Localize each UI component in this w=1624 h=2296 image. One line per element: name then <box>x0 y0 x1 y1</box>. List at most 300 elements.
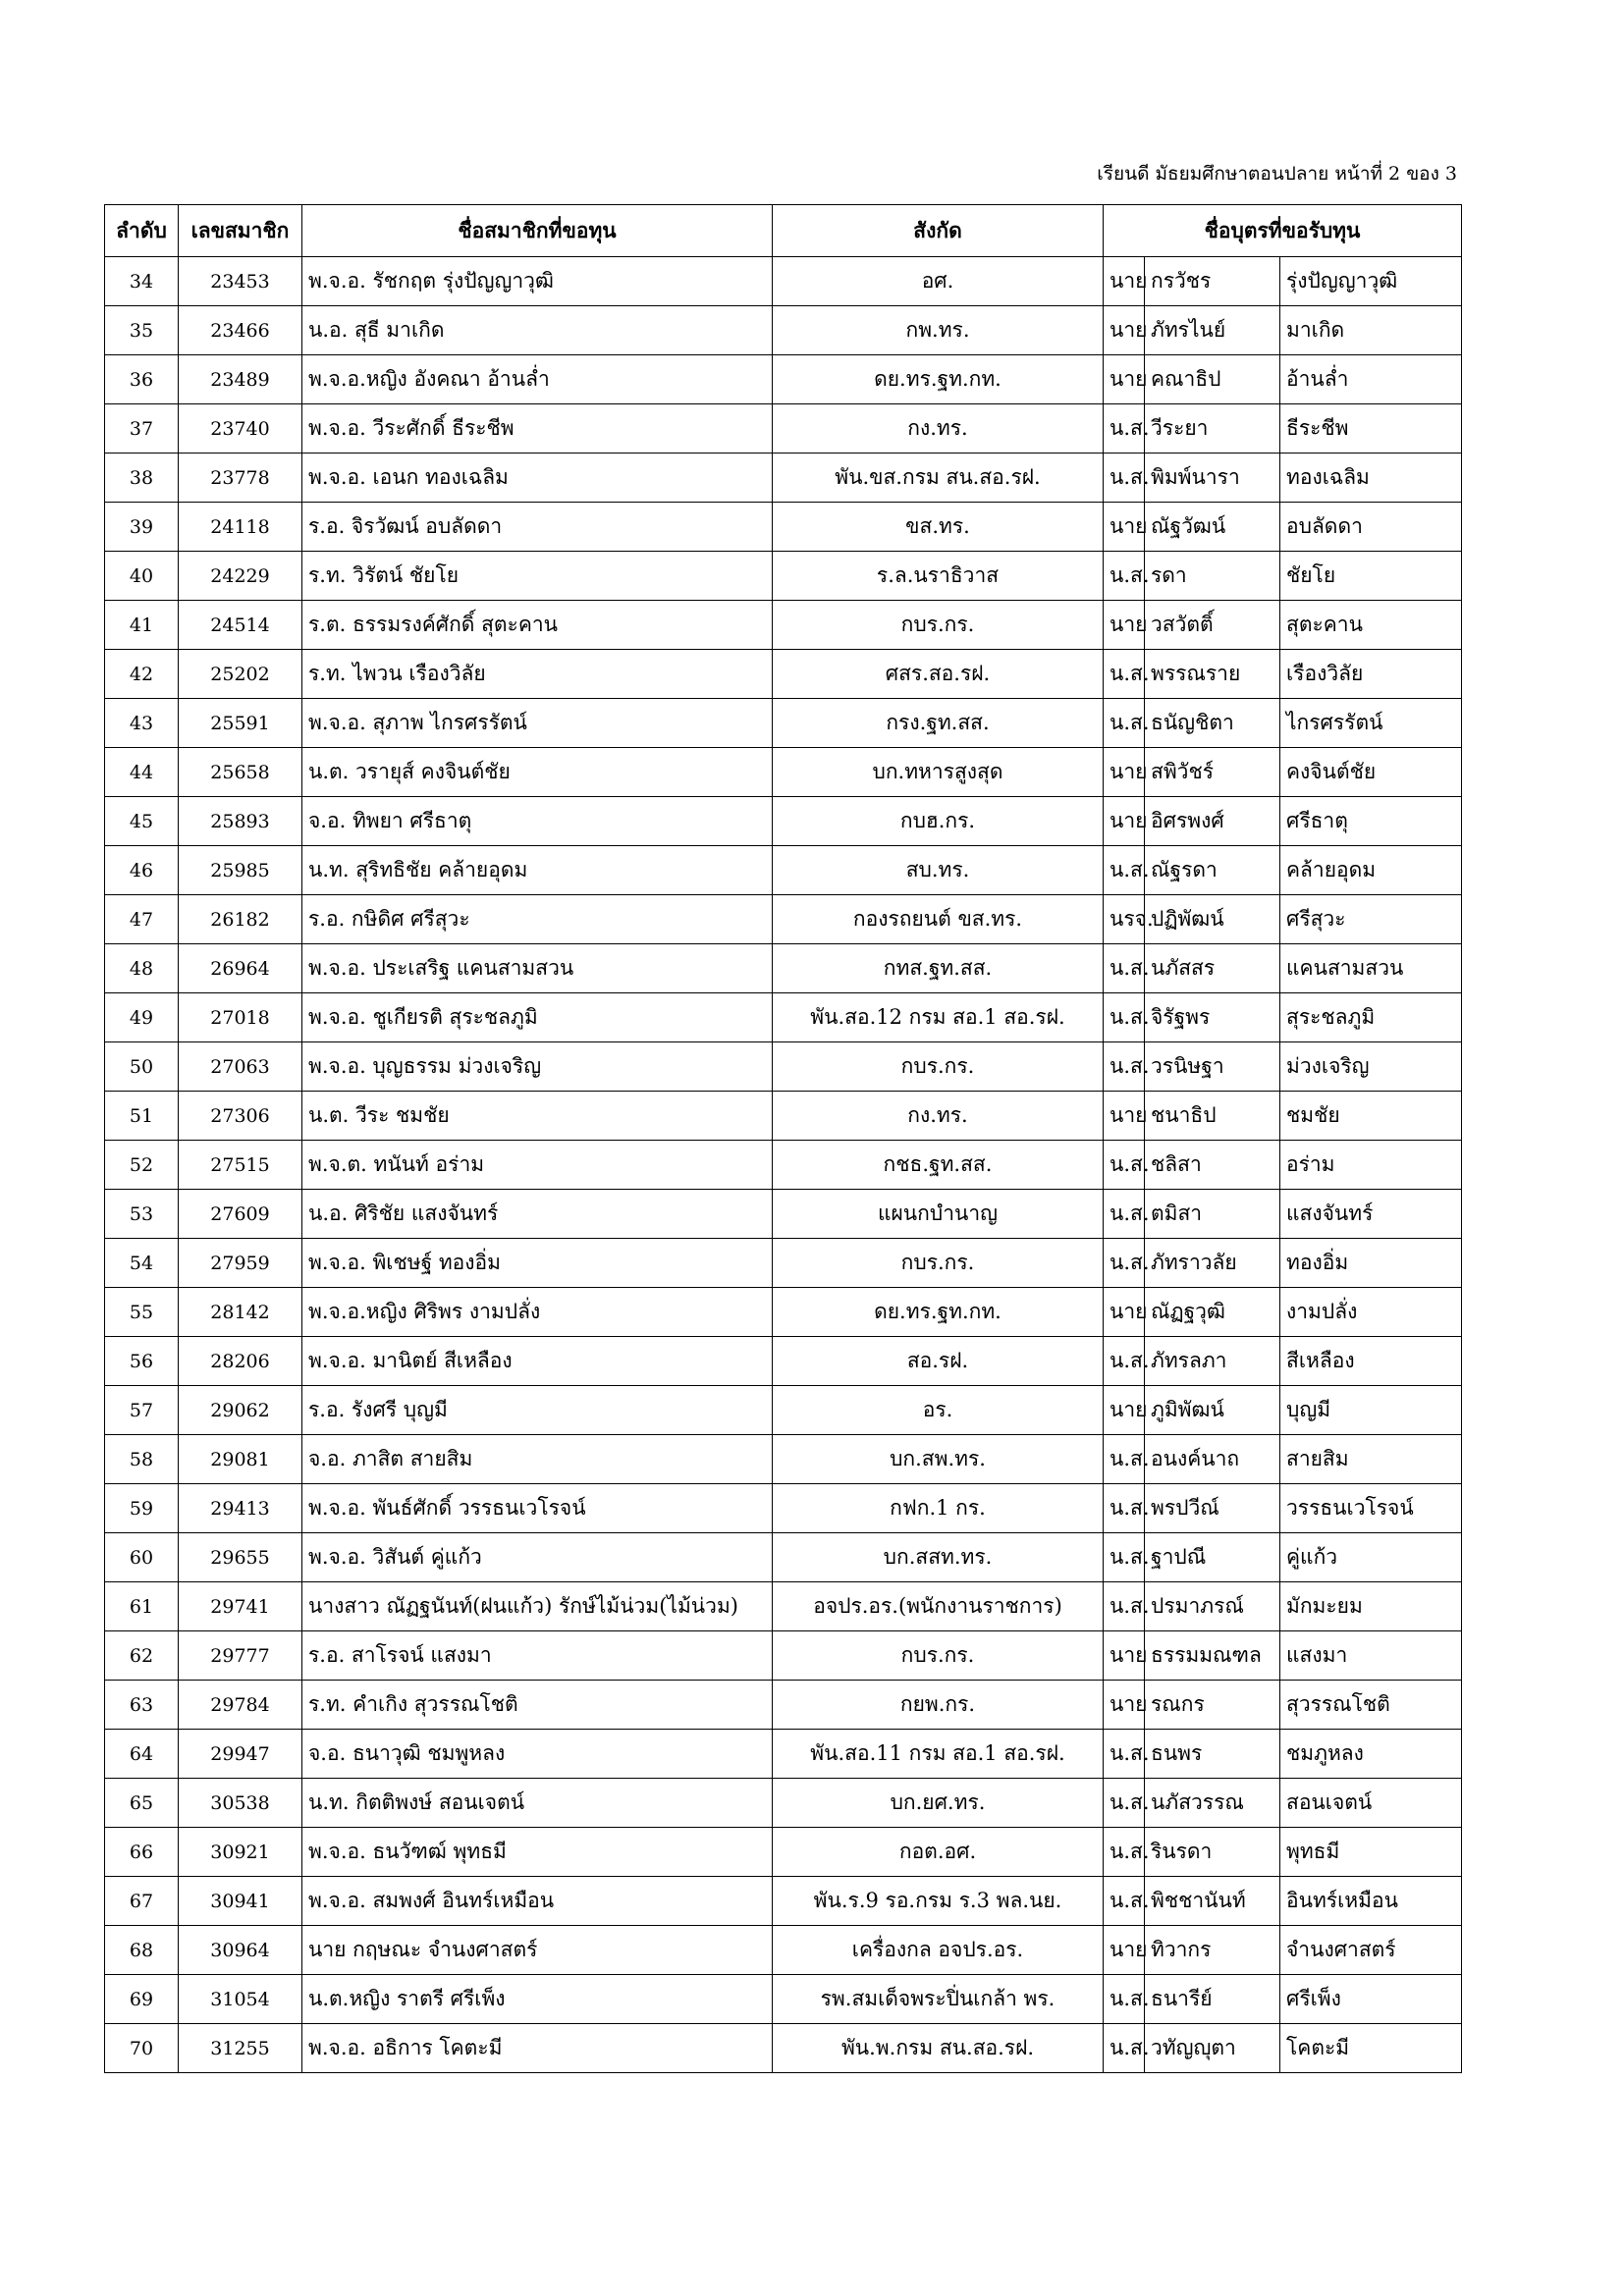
table-row <box>105 1533 1462 1582</box>
cell-child-title: น.ส. <box>1104 454 1145 503</box>
cell-child-title: นาย <box>1104 748 1145 797</box>
cell-seq: 50 <box>105 1042 179 1092</box>
cell-member-name: น.ต. วรายุส์ คงจินต์ชัย <box>302 748 773 797</box>
cell-child-title: น.ส. <box>1104 650 1145 699</box>
table-row <box>105 1042 1462 1092</box>
cell-member-name: พ.จ.อ. อธิการ โคตะมี <box>302 2024 773 2073</box>
cell-member-name: พ.จ.ต. ทนันท์ อร่าม <box>302 1141 773 1190</box>
cell-unit: สบ.ทร. <box>773 846 1104 895</box>
cell-member-name: น.ท. กิตติพงษ์ สอนเจตน์ <box>302 1779 773 1828</box>
cell-child-first-name: ธนารีย์ <box>1145 1975 1280 2024</box>
cell-child-title: นาย <box>1104 503 1145 552</box>
cell-unit: กพ.ทร. <box>773 306 1104 355</box>
cell-unit: กรง.ฐท.สส. <box>773 699 1104 748</box>
table-row <box>105 1141 1462 1190</box>
cell-child-title: น.ส. <box>1104 1877 1145 1926</box>
cell-child-first-name: คณาธิป <box>1145 355 1280 404</box>
cell-child-first-name: อิศรพงศ์ <box>1145 797 1280 846</box>
cell-unit: พัน.พ.กรม สน.สอ.รฝ. <box>773 2024 1104 2073</box>
cell-member-no: 30964 <box>179 1926 302 1975</box>
cell-child-title: นาย <box>1104 257 1145 306</box>
cell-member-name: พ.จ.อ. ชูเกียรติ สุระชลภูมิ <box>302 993 773 1042</box>
cell-child-title: น.ส. <box>1104 1484 1145 1533</box>
table-row <box>105 1239 1462 1288</box>
cell-child-first-name: ภัทราวลัย <box>1145 1239 1280 1288</box>
cell-member-no: 26964 <box>179 944 302 993</box>
header-member-no: เลขสมาชิก <box>179 205 302 257</box>
cell-member-name: ร.ท. วิรัตน์ ชัยโย <box>302 552 773 601</box>
cell-member-no: 26182 <box>179 895 302 944</box>
cell-child-title: น.ส. <box>1104 1435 1145 1484</box>
cell-child-first-name: วีระยา <box>1145 404 1280 454</box>
cell-child-first-name: รณกร <box>1145 1681 1280 1730</box>
cell-member-no: 30538 <box>179 1779 302 1828</box>
table-row <box>105 601 1462 650</box>
cell-child-last-name: ชมชัย <box>1280 1092 1462 1141</box>
page-header-note: เรียนดี มัธยมศึกษาตอนปลาย หน้าที่ 2 ของ 3 <box>1097 163 1457 185</box>
cell-unit: ดย.ทร.ฐท.กท. <box>773 355 1104 404</box>
cell-child-first-name: อนงค์นาถ <box>1145 1435 1280 1484</box>
cell-member-name: นาย กฤษณะ จำนงศาสตร์ <box>302 1926 773 1975</box>
cell-member-no: 30921 <box>179 1828 302 1877</box>
cell-child-last-name: จำนงศาสตร์ <box>1280 1926 1462 1975</box>
cell-child-title: น.ส. <box>1104 1828 1145 1877</box>
cell-unit: กบร.กร. <box>773 601 1104 650</box>
cell-child-last-name: สีเหลือง <box>1280 1337 1462 1386</box>
cell-member-name: พ.จ.อ. ธนวัฑฒ์ พุทธมี <box>302 1828 773 1877</box>
cell-child-first-name: ทิวากร <box>1145 1926 1280 1975</box>
cell-member-name: ร.ท. คำเกิง สุวรรณโชติ <box>302 1681 773 1730</box>
cell-child-last-name: งามปลั่ง <box>1280 1288 1462 1337</box>
cell-member-no: 25658 <box>179 748 302 797</box>
cell-seq: 38 <box>105 454 179 503</box>
table-row <box>105 306 1462 355</box>
table-row <box>105 699 1462 748</box>
header-seq: ลำดับ <box>105 205 179 257</box>
cell-child-title: น.ส. <box>1104 552 1145 601</box>
cell-child-title: นาย <box>1104 797 1145 846</box>
cell-member-name: ร.อ. กษิดิศ ศรีสุวะ <box>302 895 773 944</box>
cell-unit: อศ. <box>773 257 1104 306</box>
cell-unit: บก.ทหารสูงสุด <box>773 748 1104 797</box>
cell-unit: ร.ล.นราธิวาส <box>773 552 1104 601</box>
cell-unit: กองรถยนต์ ขส.ทร. <box>773 895 1104 944</box>
table-row <box>105 503 1462 552</box>
table-row <box>105 1730 1462 1779</box>
cell-seq: 43 <box>105 699 179 748</box>
cell-child-last-name: สุระชลภูมิ <box>1280 993 1462 1042</box>
cell-member-no: 23740 <box>179 404 302 454</box>
cell-unit: พัน.สอ.11 กรม สอ.1 สอ.รฝ. <box>773 1730 1104 1779</box>
cell-member-no: 24229 <box>179 552 302 601</box>
cell-member-no: 27515 <box>179 1141 302 1190</box>
cell-child-title: น.ส. <box>1104 1730 1145 1779</box>
cell-child-last-name: แสงจันทร์ <box>1280 1190 1462 1239</box>
cell-member-name: น.อ. สุธี มาเกิด <box>302 306 773 355</box>
cell-member-no: 31054 <box>179 1975 302 2024</box>
cell-seq: 62 <box>105 1631 179 1681</box>
cell-child-title: น.ส. <box>1104 1337 1145 1386</box>
cell-child-title: นาย <box>1104 1386 1145 1435</box>
cell-member-no: 29655 <box>179 1533 302 1582</box>
cell-unit: กชธ.ฐท.สส. <box>773 1141 1104 1190</box>
cell-member-name: พ.จ.อ.หญิง ศิริพร งามปลั่ง <box>302 1288 773 1337</box>
cell-child-title: น.ส. <box>1104 2024 1145 2073</box>
cell-child-last-name: คู่แก้ว <box>1280 1533 1462 1582</box>
cell-seq: 60 <box>105 1533 179 1582</box>
cell-child-title: น.ส. <box>1104 1141 1145 1190</box>
cell-member-no: 30941 <box>179 1877 302 1926</box>
cell-member-name: พ.จ.อ. วิสันต์ คู่แก้ว <box>302 1533 773 1582</box>
cell-child-first-name: พิมพ์นารา <box>1145 454 1280 503</box>
cell-child-first-name: ตมิสา <box>1145 1190 1280 1239</box>
cell-child-title: นาย <box>1104 1681 1145 1730</box>
cell-seq: 47 <box>105 895 179 944</box>
table-row <box>105 846 1462 895</box>
cell-child-last-name: พุทธมี <box>1280 1828 1462 1877</box>
cell-seq: 39 <box>105 503 179 552</box>
cell-member-name: พ.จ.อ. พิเชษฐ์ ทองอิ่ม <box>302 1239 773 1288</box>
cell-child-last-name: สุตะคาน <box>1280 601 1462 650</box>
cell-member-no: 29777 <box>179 1631 302 1681</box>
cell-child-title: น.ส. <box>1104 1582 1145 1631</box>
cell-member-name: พ.จ.อ. บุญธรรม ม่วงเจริญ <box>302 1042 773 1092</box>
table-row <box>105 1975 1462 2024</box>
cell-unit: กง.ทร. <box>773 404 1104 454</box>
header-member-name: ชื่อสมาชิกที่ขอทุน <box>302 205 773 257</box>
cell-seq: 58 <box>105 1435 179 1484</box>
cell-member-name: พ.จ.อ. สุภาพ ไกรศรรัตน์ <box>302 699 773 748</box>
cell-seq: 53 <box>105 1190 179 1239</box>
cell-seq: 34 <box>105 257 179 306</box>
cell-child-first-name: ธนัญชิตา <box>1145 699 1280 748</box>
cell-child-last-name: บุญมี <box>1280 1386 1462 1435</box>
cell-member-name: ร.ต. ธรรมรงค์ศักดิ์ สุตะคาน <box>302 601 773 650</box>
cell-child-first-name: วทัญญุตา <box>1145 2024 1280 2073</box>
cell-child-title: นาย <box>1104 1288 1145 1337</box>
cell-member-no: 23778 <box>179 454 302 503</box>
cell-child-last-name: อินทร์เหมือน <box>1280 1877 1462 1926</box>
cell-seq: 68 <box>105 1926 179 1975</box>
cell-child-title: น.ส. <box>1104 404 1145 454</box>
cell-unit: กบร.กร. <box>773 1239 1104 1288</box>
cell-seq: 67 <box>105 1877 179 1926</box>
cell-child-title: น.ส. <box>1104 846 1145 895</box>
cell-member-no: 29062 <box>179 1386 302 1435</box>
cell-child-title: นาย <box>1104 355 1145 404</box>
cell-child-first-name: รดา <box>1145 552 1280 601</box>
cell-member-name: พ.จ.อ. สมพงศ์ อินทร์เหมือน <box>302 1877 773 1926</box>
table-header-row <box>105 205 1462 257</box>
cell-child-first-name: ปรมาภรณ์ <box>1145 1582 1280 1631</box>
cell-child-title: น.ส. <box>1104 699 1145 748</box>
table-row <box>105 257 1462 306</box>
cell-child-first-name: ชลิสา <box>1145 1141 1280 1190</box>
cell-child-last-name: ชัยโย <box>1280 552 1462 601</box>
cell-child-title: นาย <box>1104 306 1145 355</box>
cell-child-last-name: รุ่งปัญญาวุฒิ <box>1280 257 1462 306</box>
cell-child-title: น.ส. <box>1104 1779 1145 1828</box>
cell-member-name: พ.จ.อ. เอนก ทองเฉลิม <box>302 454 773 503</box>
cell-child-first-name: จิรัฐพร <box>1145 993 1280 1042</box>
table-row <box>105 797 1462 846</box>
cell-seq: 51 <box>105 1092 179 1141</box>
table-row <box>105 895 1462 944</box>
cell-member-no: 25893 <box>179 797 302 846</box>
cell-unit: กง.ทร. <box>773 1092 1104 1141</box>
cell-seq: 36 <box>105 355 179 404</box>
cell-member-no: 25591 <box>179 699 302 748</box>
cell-unit: กอต.อศ. <box>773 1828 1104 1877</box>
cell-child-first-name: ภูมิพัฒน์ <box>1145 1386 1280 1435</box>
cell-child-last-name: สอนเจตน์ <box>1280 1779 1462 1828</box>
cell-unit: กบร.กร. <box>773 1631 1104 1681</box>
cell-child-first-name: วรนิษฐา <box>1145 1042 1280 1092</box>
table-row <box>105 552 1462 601</box>
cell-unit: บก.สพ.ทร. <box>773 1435 1104 1484</box>
cell-child-last-name: คงจินต์ชัย <box>1280 748 1462 797</box>
cell-child-title: น.ส. <box>1104 993 1145 1042</box>
cell-child-last-name: แคนสามสวน <box>1280 944 1462 993</box>
cell-child-title: น.ส. <box>1104 944 1145 993</box>
cell-child-first-name: พิชชานันท์ <box>1145 1877 1280 1926</box>
cell-member-no: 27609 <box>179 1190 302 1239</box>
cell-child-last-name: ไกรศรรัตน์ <box>1280 699 1462 748</box>
cell-unit: สอ.รฝ. <box>773 1337 1104 1386</box>
cell-member-name: น.ต. วีระ ชมชัย <box>302 1092 773 1141</box>
cell-child-first-name: นภัสวรรณ <box>1145 1779 1280 1828</box>
cell-child-last-name: ชมภูหลง <box>1280 1730 1462 1779</box>
cell-member-name: ร.อ. สาโรจน์ แสงมา <box>302 1631 773 1681</box>
cell-child-first-name: นภัสสร <box>1145 944 1280 993</box>
table-row <box>105 1582 1462 1631</box>
cell-child-last-name: ศรีเพ็ง <box>1280 1975 1462 2024</box>
cell-seq: 52 <box>105 1141 179 1190</box>
cell-seq: 41 <box>105 601 179 650</box>
cell-child-title: น.ส. <box>1104 1533 1145 1582</box>
cell-member-no: 23489 <box>179 355 302 404</box>
cell-member-name: พ.จ.อ. พันธ์ศักดิ์ วรรธนเวโรจน์ <box>302 1484 773 1533</box>
cell-unit: ดย.ทร.ฐท.กท. <box>773 1288 1104 1337</box>
cell-member-no: 31255 <box>179 2024 302 2073</box>
table-row <box>105 1484 1462 1533</box>
cell-seq: 65 <box>105 1779 179 1828</box>
cell-seq: 44 <box>105 748 179 797</box>
cell-unit: บก.ยศ.ทร. <box>773 1779 1104 1828</box>
cell-child-title: น.ส. <box>1104 1190 1145 1239</box>
cell-child-last-name: เรืองวิลัย <box>1280 650 1462 699</box>
cell-member-no: 27063 <box>179 1042 302 1092</box>
cell-child-first-name: พรรณราย <box>1145 650 1280 699</box>
cell-member-name: พ.จ.อ.หญิง อังคณา อ้านล่ำ <box>302 355 773 404</box>
cell-child-last-name: ศรีสุวะ <box>1280 895 1462 944</box>
cell-child-first-name: พรปวีณ์ <box>1145 1484 1280 1533</box>
cell-child-first-name: ภัทรลภา <box>1145 1337 1280 1386</box>
cell-member-name: ร.อ. รังศรี บุญมี <box>302 1386 773 1435</box>
table-row <box>105 1386 1462 1435</box>
cell-unit: เครื่องกล อจปร.อร. <box>773 1926 1104 1975</box>
cell-unit: พัน.ร.9 รอ.กรม ร.3 พล.นย. <box>773 1877 1104 1926</box>
cell-seq: 46 <box>105 846 179 895</box>
table-row <box>105 1631 1462 1681</box>
cell-child-title: นรจ. <box>1104 895 1145 944</box>
cell-unit: ขส.ทร. <box>773 503 1104 552</box>
cell-seq: 35 <box>105 306 179 355</box>
cell-seq: 64 <box>105 1730 179 1779</box>
cell-member-name: พ.จ.อ. มานิตย์ สีเหลือง <box>302 1337 773 1386</box>
table-row <box>105 404 1462 454</box>
cell-child-last-name: อบลัดดา <box>1280 503 1462 552</box>
cell-seq: 45 <box>105 797 179 846</box>
cell-child-last-name: คล้ายอุดม <box>1280 846 1462 895</box>
cell-child-last-name: มักมะยม <box>1280 1582 1462 1631</box>
cell-seq: 69 <box>105 1975 179 2024</box>
cell-member-name: ร.อ. จิรวัฒน์ อบลัดดา <box>302 503 773 552</box>
cell-seq: 57 <box>105 1386 179 1435</box>
table-row <box>105 993 1462 1042</box>
cell-member-name: พ.จ.อ. ประเสริฐ แคนสามสวน <box>302 944 773 993</box>
cell-child-first-name: ฐาปณี <box>1145 1533 1280 1582</box>
cell-child-title: นาย <box>1104 1926 1145 1975</box>
cell-child-last-name: ทองเฉลิม <box>1280 454 1462 503</box>
table-body <box>105 257 1462 2073</box>
cell-unit: แผนกบำนาญ <box>773 1190 1104 1239</box>
cell-child-first-name: กรวัชร <box>1145 257 1280 306</box>
cell-child-title: น.ส. <box>1104 1042 1145 1092</box>
cell-child-title: นาย <box>1104 1092 1145 1141</box>
table-row <box>105 2024 1462 2073</box>
table-row <box>105 1288 1462 1337</box>
cell-unit: อจปร.อร.(พนักงานราชการ) <box>773 1582 1104 1631</box>
cell-member-name: จ.อ. ธนาวุฒิ ชมพูหลง <box>302 1730 773 1779</box>
cell-child-last-name: สุวรรณโชติ <box>1280 1681 1462 1730</box>
cell-member-no: 28142 <box>179 1288 302 1337</box>
header-unit: สังกัด <box>773 205 1104 257</box>
cell-child-last-name: สายสิม <box>1280 1435 1462 1484</box>
cell-child-first-name: วสวัตติ์ <box>1145 601 1280 650</box>
cell-member-name: จ.อ. ทิพยา ศรีธาตุ <box>302 797 773 846</box>
cell-child-last-name: อ้านล่ำ <box>1280 355 1462 404</box>
cell-child-first-name: ณัฐวัฒน์ <box>1145 503 1280 552</box>
cell-unit: รพ.สมเด็จพระปิ่นเกล้า พร. <box>773 1975 1104 2024</box>
table-row <box>105 748 1462 797</box>
table-row <box>105 1877 1462 1926</box>
cell-unit: กทส.ฐท.สส. <box>773 944 1104 993</box>
cell-child-first-name: สพิวัชร์ <box>1145 748 1280 797</box>
cell-seq: 66 <box>105 1828 179 1877</box>
table-row <box>105 1092 1462 1141</box>
cell-child-first-name: ชนาธิป <box>1145 1092 1280 1141</box>
cell-seq: 70 <box>105 2024 179 2073</box>
table-row <box>105 355 1462 404</box>
cell-seq: 61 <box>105 1582 179 1631</box>
cell-member-no: 29413 <box>179 1484 302 1533</box>
cell-unit: กบร.กร. <box>773 1042 1104 1092</box>
cell-child-last-name: โคตะมี <box>1280 2024 1462 2073</box>
cell-child-first-name: ภัทรไนย์ <box>1145 306 1280 355</box>
cell-unit: ศสร.สอ.รฝ. <box>773 650 1104 699</box>
cell-unit: กบฮ.กร. <box>773 797 1104 846</box>
table-row <box>105 1190 1462 1239</box>
cell-member-name: จ.อ. ภาสิต สายสิม <box>302 1435 773 1484</box>
table-row <box>105 1926 1462 1975</box>
cell-unit: กยพ.กร. <box>773 1681 1104 1730</box>
cell-member-no: 29784 <box>179 1681 302 1730</box>
table-row <box>105 1337 1462 1386</box>
cell-member-name: นางสาว ณัฏฐนันท์(ฝนแก้ว) รักษ์ไม้น่วม(ไม้น่วม) <box>302 1582 773 1631</box>
cell-member-name: น.ท. สุริทธิชัย คล้ายอุดม <box>302 846 773 895</box>
cell-member-no: 25985 <box>179 846 302 895</box>
cell-member-no: 23466 <box>179 306 302 355</box>
cell-member-name: น.อ. ศิริชัย แสงจันทร์ <box>302 1190 773 1239</box>
scholarship-roster-table <box>104 204 1462 2073</box>
cell-member-no: 27959 <box>179 1239 302 1288</box>
header-child-name: ชื่อบุตรที่ขอรับทุน <box>1104 205 1462 257</box>
cell-seq: 59 <box>105 1484 179 1533</box>
cell-child-title: นาย <box>1104 601 1145 650</box>
cell-seq: 48 <box>105 944 179 993</box>
cell-child-first-name: ธรรมมณฑล <box>1145 1631 1280 1681</box>
cell-child-last-name: ม่วงเจริญ <box>1280 1042 1462 1092</box>
cell-child-last-name: มาเกิด <box>1280 306 1462 355</box>
cell-child-last-name: ศรีธาตุ <box>1280 797 1462 846</box>
cell-child-title: น.ส. <box>1104 1975 1145 2024</box>
table-row <box>105 1779 1462 1828</box>
cell-child-first-name: ณัฐรดา <box>1145 846 1280 895</box>
cell-child-title: นาย <box>1104 1631 1145 1681</box>
cell-member-name: ร.ท. ไพวน เรืองวิลัย <box>302 650 773 699</box>
cell-unit: กฟก.1 กร. <box>773 1484 1104 1533</box>
cell-unit: อร. <box>773 1386 1104 1435</box>
table-row <box>105 1828 1462 1877</box>
cell-member-no: 25202 <box>179 650 302 699</box>
cell-seq: 40 <box>105 552 179 601</box>
cell-seq: 37 <box>105 404 179 454</box>
cell-member-no: 27306 <box>179 1092 302 1141</box>
cell-child-first-name: ปฏิพัฒน์ <box>1145 895 1280 944</box>
cell-member-no: 29081 <box>179 1435 302 1484</box>
cell-member-no: 23453 <box>179 257 302 306</box>
cell-child-first-name: ธนพร <box>1145 1730 1280 1779</box>
cell-child-last-name: วรรธนเวโรจน์ <box>1280 1484 1462 1533</box>
table-row <box>105 454 1462 503</box>
cell-child-last-name: ทองอิ่ม <box>1280 1239 1462 1288</box>
cell-child-title: น.ส. <box>1104 1239 1145 1288</box>
cell-member-name: พ.จ.อ. รัชกฤต รุ่งปัญญาวุฒิ <box>302 257 773 306</box>
cell-unit: บก.สสท.ทร. <box>773 1533 1104 1582</box>
cell-unit: พัน.ขส.กรม สน.สอ.รฝ. <box>773 454 1104 503</box>
cell-seq: 56 <box>105 1337 179 1386</box>
cell-member-name: น.ต.หญิง ราตรี ศรีเพ็ง <box>302 1975 773 2024</box>
table-row <box>105 944 1462 993</box>
cell-seq: 49 <box>105 993 179 1042</box>
cell-member-no: 29741 <box>179 1582 302 1631</box>
table-row <box>105 1681 1462 1730</box>
cell-seq: 54 <box>105 1239 179 1288</box>
cell-child-last-name: แสงมา <box>1280 1631 1462 1681</box>
cell-member-no: 27018 <box>179 993 302 1042</box>
cell-seq: 63 <box>105 1681 179 1730</box>
cell-member-no: 29947 <box>179 1730 302 1779</box>
cell-seq: 55 <box>105 1288 179 1337</box>
cell-seq: 42 <box>105 650 179 699</box>
cell-child-last-name: ธีระชีพ <box>1280 404 1462 454</box>
cell-member-no: 24118 <box>179 503 302 552</box>
table-row <box>105 1435 1462 1484</box>
cell-child-last-name: อร่าม <box>1280 1141 1462 1190</box>
cell-child-first-name: รินรดา <box>1145 1828 1280 1877</box>
table-row <box>105 650 1462 699</box>
